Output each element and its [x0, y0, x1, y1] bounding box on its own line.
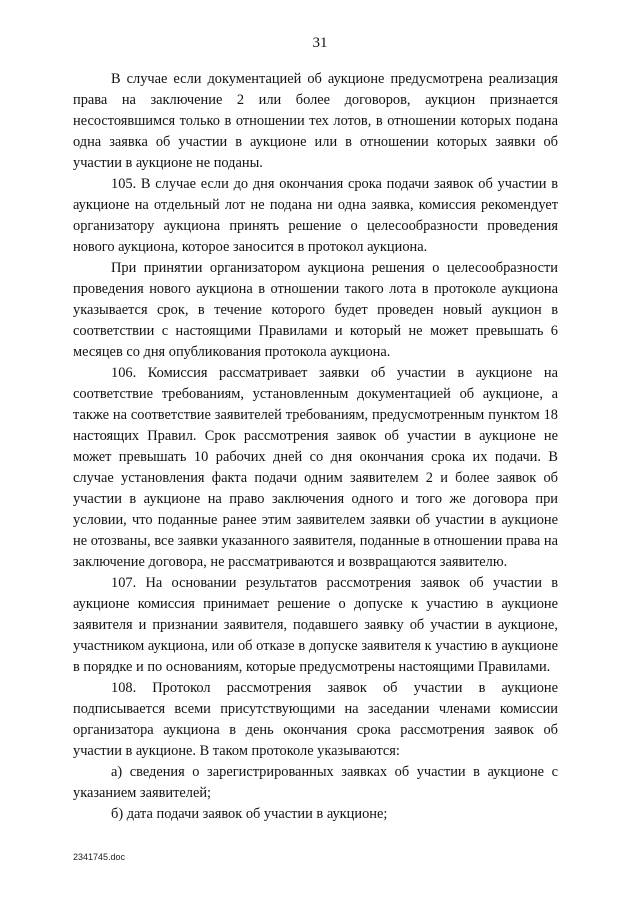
document-body [73, 69, 558, 825]
footer-filename: 2341745.doc [73, 852, 126, 862]
page-number: 31 [312, 35, 328, 51]
paragraph-108: 108. Протокол рассмотрения заявок об участии в аукционе подписывается всеми присутствующими на заседании членами комиссии организатора аукциона в день окончания срока рассмотрения заявок об участии в аукционе. В таком протоколе указываются: [73, 680, 558, 759]
paragraph-new-auction-term: При принятии организатором аукциона решения о целесообразности проведения нового аукциона в отношении такого лота в протоколе аукциона указывается срок, в течение которого будет проведен новый аукцион в соответствии с настоящими Правилами и который не может превышать 6 месяцев со дня опубликования протокола аукциона. [73, 260, 558, 360]
paragraph-105: 105. В случае если до дня окончания срока подачи заявок об участии в аукционе на отдельный лот не подана ни одна заявка, комиссия рекомендует организатору аукциона принять решение о целесообразности проведения нового аукциона, которое заносится в протокол аукциона. [73, 176, 558, 255]
paragraph-lots-unsuccessful: В случае если документацией об аукционе предусмотрена реализация права на заключение 2 или более договоров, аукцион признается несостоявшимся только в отношении тех лотов, в отношении которых подана одна заявка об участии в аукционе или в отношении которых заявки об участии в аукционе не поданы. [73, 71, 558, 171]
paragraph-107: 107. На основании результатов рассмотрения заявок об участии в аукционе комиссия принимает решение о допуске к участию в аукционе заявителя и признании заявителя, подавшего заявку об участии в аукционе, участником аукциона, или об отказе в допуске заявителя к участию в аукционе в порядке и по основаниям, которые предусмотрены настоящими Правилами. [73, 575, 558, 675]
paragraph-106: 106. Комиссия рассматривает заявки об участии в аукционе на соответствие требованиям, установленным документацией об аукционе, а также на соответствие заявителей требованиям, предусмотренным пунктом 18 настоящих Правил. Срок рассмотрения заявок об участии в аукционе не может превышать 10 рабочих дней со дня окончания срока их подачи. В случае установления факта подачи одним заявителем 2 и более заявок об участии в аукционе на право заключения одного и того же договора при условии, что поданные ранее этим заявителем заявки об участии в аукционе не отозваны, все заявки указанного заявителя, поданные в отношении права на заключение договора, не рассматриваются и возвращаются заявителю. [73, 365, 558, 570]
list-item-a: а) сведения о зарегистрированных заявках об участии в аукционе с указанием заявителей; [73, 764, 558, 801]
list-item-b: б) дата подачи заявок об участии в аукционе; [111, 806, 388, 822]
